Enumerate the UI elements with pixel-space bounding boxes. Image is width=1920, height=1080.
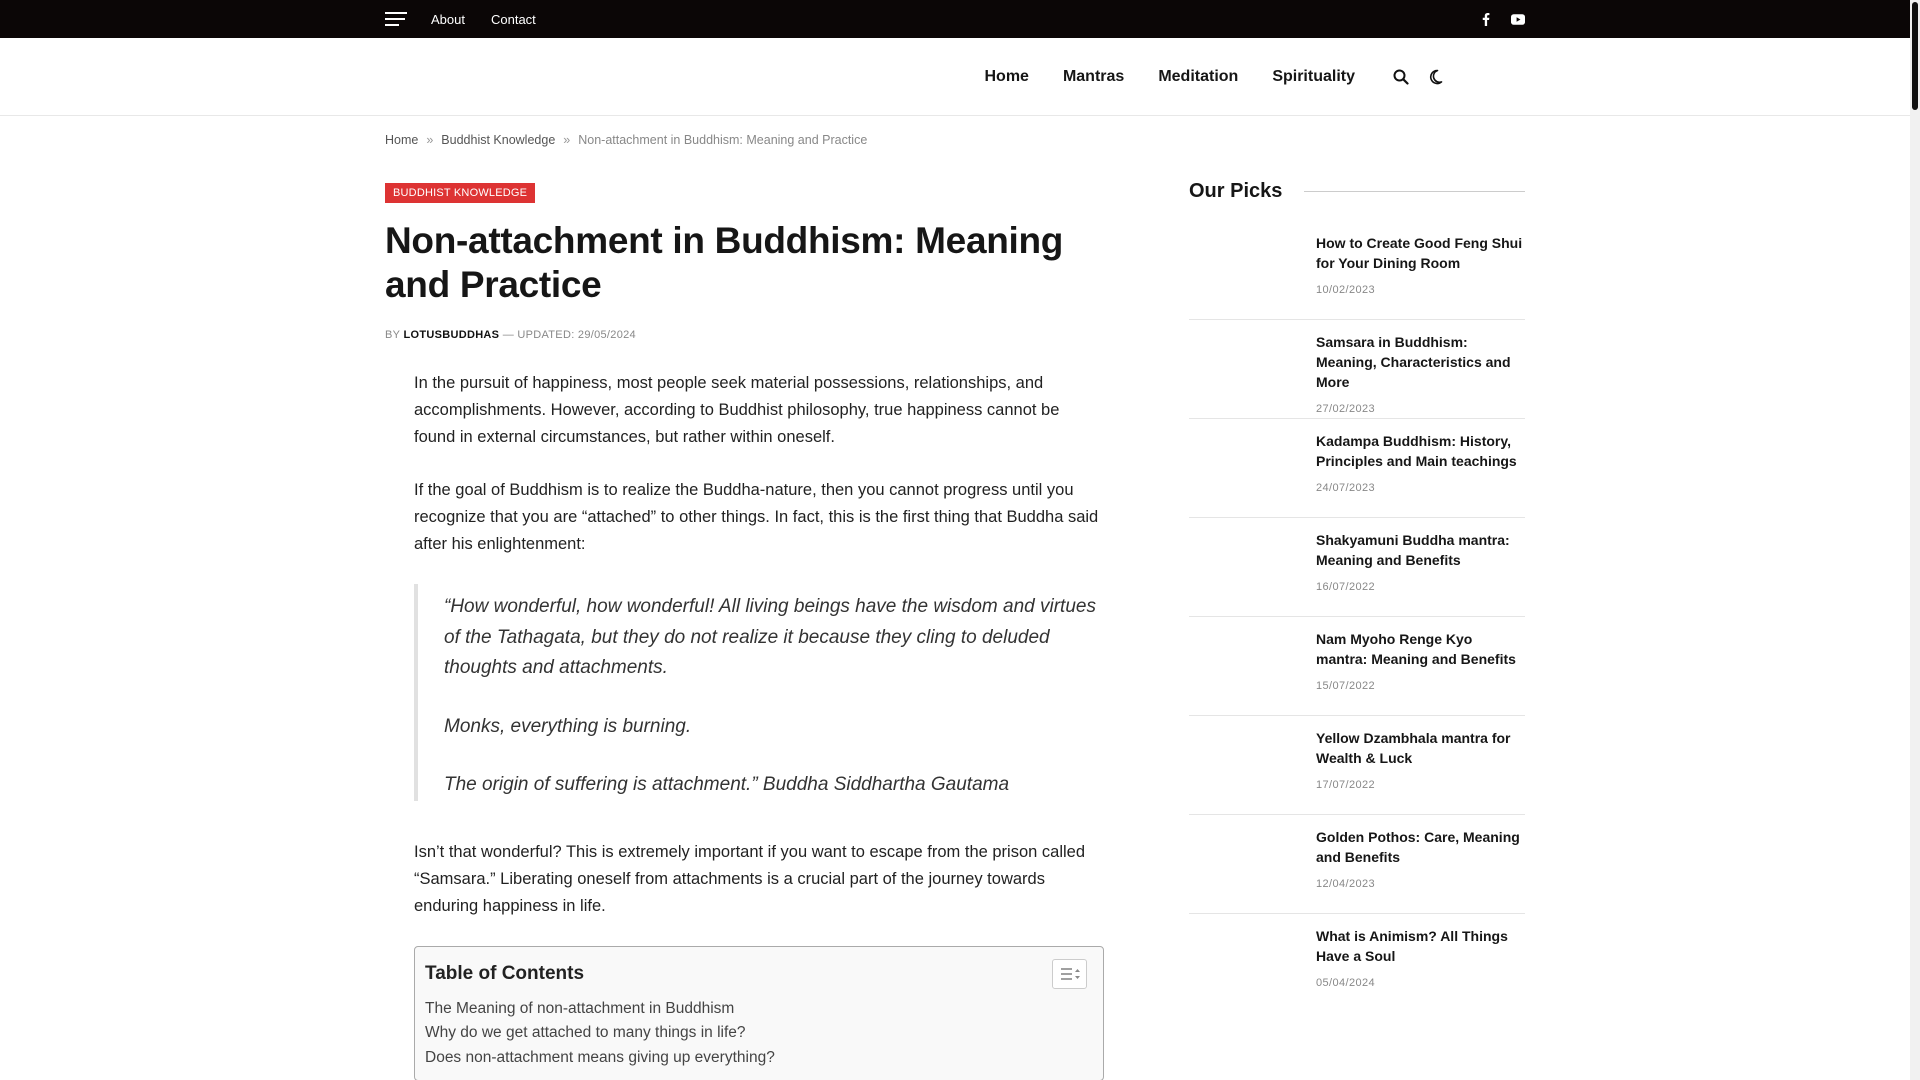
youtube-icon[interactable] bbox=[1511, 12, 1525, 26]
pick-title[interactable]: Shakyamuni Buddha mantra: Meaning and Benefits bbox=[1316, 532, 1510, 568]
nav-item-spirituality[interactable]: Spirituality bbox=[1272, 68, 1355, 85]
paragraph: In the pursuit of happiness, most people seek material possessions, relationships, and accomplishments. However, according to Buddhist philosophy, true happiness cannot be found in external circumstances, but rather within oneself. bbox=[414, 374, 1060, 446]
pick-date: 10/02/2023 bbox=[1316, 284, 1376, 296]
pick-item[interactable] bbox=[1189, 518, 1525, 617]
blockquote bbox=[414, 584, 1104, 801]
pick-title[interactable]: What is Animism? All Things Have a Soul bbox=[1316, 928, 1508, 964]
search-icon[interactable] bbox=[1391, 67, 1411, 87]
quote-line: The origin of suffering is attachment.” Buddha Siddhartha Gautama bbox=[444, 774, 1010, 795]
menu-icon[interactable] bbox=[385, 12, 407, 26]
breadcrumb bbox=[385, 133, 867, 147]
article-meta bbox=[385, 329, 1125, 341]
article-title: Non-attachment in Buddhism: Meaning and Practice bbox=[385, 220, 1064, 305]
meta-updated-label: — UPDATED: bbox=[502, 329, 575, 341]
toc-toggle-icon[interactable] bbox=[1052, 959, 1087, 989]
pick-title[interactable]: Golden Pothos: Care, Meaning and Benefits bbox=[1316, 829, 1520, 865]
main-header bbox=[0, 38, 1910, 116]
table-of-contents bbox=[414, 946, 1104, 1080]
quote-line: Monks, everything is burning. bbox=[444, 715, 692, 737]
pick-item[interactable] bbox=[1189, 617, 1525, 716]
pick-title[interactable]: Nam Myoho Renge Kyo mantra: Meaning and Benefits bbox=[1316, 631, 1516, 667]
pick-thumbnail[interactable] bbox=[1189, 922, 1299, 1012]
top-link-contact[interactable]: Contact bbox=[490, 11, 536, 27]
breadcrumb-current: Non-attachment in Buddhism: Meaning and Practice bbox=[578, 133, 868, 147]
category-badge[interactable]: BUDDHIST KNOWLEDGE bbox=[385, 183, 535, 203]
picks-list bbox=[1189, 221, 1525, 1012]
quote-line: “How wonderful, how wonderful! All living beings have the wisdom and virtues of the Tathagata, but they do not realize it because they cling to deluded thoughts and attachments. bbox=[444, 596, 1096, 678]
nav-item-home[interactable]: Home bbox=[984, 68, 1029, 85]
pick-item[interactable] bbox=[1189, 716, 1525, 815]
pick-thumbnail[interactable] bbox=[1189, 328, 1299, 418]
pick-thumbnail[interactable] bbox=[1189, 526, 1299, 616]
nav-item-meditation[interactable]: Meditation bbox=[1158, 68, 1239, 85]
meta-date: 29/05/2024 bbox=[577, 329, 636, 341]
article bbox=[385, 183, 1125, 1080]
paragraph: Isn’t that wonderful? This is extremely important if you want to escape from the prison called “Samsara.” Liberating oneself from attachments is a crucial part of the journey towards enduring happiness in life. bbox=[414, 842, 1086, 915]
meta-author[interactable]: LOTUSBUDDHAS bbox=[403, 329, 500, 341]
pick-date: 12/04/2023 bbox=[1316, 878, 1376, 890]
divider bbox=[1304, 191, 1525, 192]
article-body bbox=[414, 370, 1104, 1080]
nav-item-mantras[interactable]: Mantras bbox=[1062, 68, 1125, 85]
pick-date: 16/07/2022 bbox=[1316, 581, 1376, 593]
pick-date: 24/07/2023 bbox=[1316, 482, 1376, 494]
facebook-icon[interactable] bbox=[1479, 12, 1493, 26]
toc-item[interactable]: Does non-attachment means giving up everything? bbox=[425, 1048, 775, 1066]
pick-date: 17/07/2022 bbox=[1316, 779, 1376, 791]
pick-item[interactable] bbox=[1189, 914, 1525, 1012]
pick-item[interactable] bbox=[1189, 320, 1525, 419]
pick-item[interactable] bbox=[1189, 221, 1525, 320]
top-bar bbox=[0, 0, 1910, 38]
meta-by: BY bbox=[385, 329, 401, 341]
breadcrumb-category[interactable]: Buddhist Knowledge bbox=[441, 133, 556, 147]
breadcrumb-separator: » bbox=[426, 133, 434, 147]
pick-thumbnail[interactable] bbox=[1189, 823, 1299, 913]
scrollbar-thumb[interactable] bbox=[1912, 2, 1918, 110]
pick-date: 15/07/2022 bbox=[1316, 680, 1376, 692]
dark-mode-icon[interactable] bbox=[1425, 67, 1445, 87]
breadcrumb-separator: » bbox=[563, 133, 571, 147]
paragraph: If the goal of Buddhism is to realize the Buddha-nature, then you cannot progress until you recognize that you are “attached” to other things. In fact, this is the first thing that Buddha said after his enlightenment: bbox=[414, 481, 1099, 553]
pick-title[interactable]: Samsara in Buddhism: Meaning, Characteristics and More bbox=[1316, 334, 1511, 390]
toc-item[interactable]: The Meaning of non-attachment in Buddhism bbox=[425, 999, 735, 1017]
sidebar bbox=[1189, 180, 1525, 1012]
sidebar-title: Our Picks bbox=[1189, 180, 1283, 202]
toc-title: Table of Contents bbox=[425, 962, 585, 984]
pick-title[interactable]: How to Create Good Feng Shui for Your Dining Room bbox=[1316, 235, 1523, 271]
pick-date: 27/02/2023 bbox=[1316, 403, 1376, 415]
page-scrollbar[interactable] bbox=[1910, 0, 1920, 1080]
pick-thumbnail[interactable] bbox=[1189, 724, 1299, 814]
pick-item[interactable] bbox=[1189, 815, 1525, 914]
pick-thumbnail[interactable] bbox=[1189, 625, 1299, 715]
pick-date: 05/04/2024 bbox=[1316, 977, 1376, 989]
breadcrumb-home[interactable]: Home bbox=[385, 133, 419, 147]
toc-item[interactable]: Why do we get attached to many things in life? bbox=[425, 1024, 746, 1041]
top-link-about[interactable]: About bbox=[431, 11, 465, 27]
pick-title[interactable]: Kadampa Buddhism: History, Principles and Main teachings bbox=[1316, 433, 1517, 469]
pick-item[interactable] bbox=[1189, 419, 1525, 518]
pick-title[interactable]: Yellow Dzambhala mantra for Wealth & Luck bbox=[1316, 730, 1511, 766]
pick-thumbnail[interactable] bbox=[1189, 427, 1299, 517]
main-nav bbox=[951, 38, 1446, 116]
pick-thumbnail[interactable] bbox=[1189, 229, 1299, 319]
